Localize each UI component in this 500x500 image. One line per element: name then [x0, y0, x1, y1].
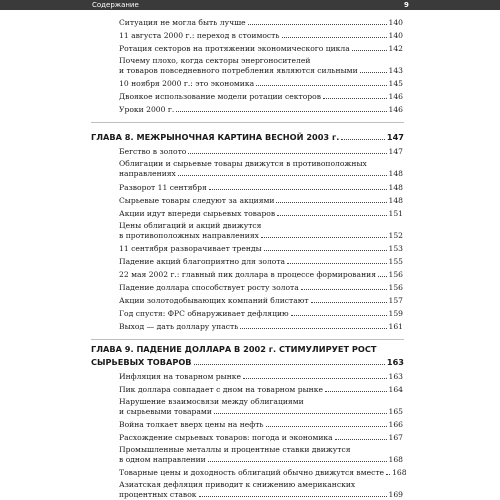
toc-entry — [119, 147, 403, 157]
toc-entry-title: в противоположных направлениях — [119, 230, 259, 240]
toc-entry-page: 148 — [388, 168, 403, 178]
chapter-page: 163 — [386, 357, 404, 367]
toc-entry-page: 153 — [388, 244, 403, 253]
toc-entry — [119, 433, 403, 443]
toc-entry — [119, 18, 403, 28]
toc-entry-title: 22 мая 2002 г.: главный пик доллара в процессе формирования — [119, 270, 376, 279]
toc-entry-title: направлениях — [119, 168, 176, 178]
toc-leader — [176, 111, 386, 112]
toc-entry-title: Сырьевые товары следуют за акциями — [119, 196, 275, 205]
toc-leader — [291, 315, 387, 316]
toc-entry — [119, 183, 403, 193]
toc-entry-title: 11 сентября разворачивает тренды — [119, 244, 262, 253]
toc-entry-page: 152 — [388, 230, 403, 240]
toc-entry-title: Ротация секторов на протяжении экономического цикла — [119, 44, 350, 53]
toc-entry-title: Разворот 11 сентября — [119, 183, 207, 192]
toc-leader — [188, 153, 386, 154]
chapter-title-first-line: ГЛАВА 9. ПАДЕНИЕ ДОЛЛАРА В 2002 г. СТИМУЛИРУЕТ РОСТ — [91, 344, 377, 354]
toc-leader — [323, 98, 387, 99]
toc-entry-title: Падение акций благоприятно для золота — [119, 257, 286, 266]
toc-entry-title: 11 августа 2000 г.: переход в стоимость — [119, 31, 280, 40]
toc-entry-first-line: Азиатская дефляция приводит к снижению американских — [119, 480, 356, 489]
toc-leader — [301, 289, 387, 290]
toc-entry — [119, 283, 403, 293]
toc-leader — [194, 364, 385, 365]
toc-entry-page: 145 — [388, 79, 403, 88]
toc-entry — [119, 196, 403, 206]
toc-entry — [119, 209, 403, 219]
toc-entry — [119, 92, 403, 102]
toc-entry-page: 165 — [388, 406, 403, 416]
toc-entry-title: Падение доллара способствует росту золота — [119, 283, 299, 292]
toc-entry-page: 167 — [388, 433, 403, 442]
toc-entry-page: 161 — [388, 322, 403, 331]
toc-entry — [119, 257, 403, 267]
toc-leader — [208, 461, 387, 462]
toc-entry-page: 140 — [388, 31, 403, 40]
toc-entry-title: Выход — дать доллару упасть — [119, 322, 239, 331]
section-divider — [91, 122, 404, 123]
toc-entry-title: Год спустя: ФРС обнаруживает дефляцию — [119, 309, 289, 318]
toc-entry-title: Расхождение сырьевых товаров: погода и экономика — [119, 433, 333, 442]
toc-entry-first-line: Промышленные металлы и процентные ставки движутся — [119, 445, 351, 454]
toc-entry-first-line: Почему плохо, когда секторы энергоносителей — [119, 56, 311, 65]
toc-entry-page: 168 — [392, 468, 407, 477]
toc-entry-title: Война толкает вверх цены на нефть — [119, 420, 264, 429]
header-page-number: 9 — [404, 1, 409, 9]
toc-entry — [119, 372, 403, 382]
toc-entry — [119, 468, 407, 478]
toc-entry-title: Товарные цены и доходность облигаций обычно движутся вместе — [119, 468, 385, 477]
toc-entry — [119, 44, 403, 54]
toc-entry — [119, 221, 403, 240]
toc-entry — [119, 309, 403, 319]
toc-leader — [264, 250, 387, 251]
toc-leader — [178, 175, 387, 176]
toc-entry — [119, 385, 403, 395]
toc-entry — [119, 159, 403, 178]
toc-leader — [256, 85, 386, 86]
toc-entry-page: 142 — [388, 44, 403, 53]
toc-entry-title: и товаров повседневного потребления являются сильными — [119, 65, 358, 75]
toc-entry-page: 159 — [388, 309, 403, 318]
toc-leader — [311, 302, 387, 303]
toc-entry-page: 168 — [388, 454, 403, 464]
toc-entry-page: 163 — [388, 372, 403, 381]
toc-entry-title: Пик доллара совпадает с дном на товарном рынке — [119, 385, 323, 394]
toc-leader — [261, 237, 387, 238]
toc-leader — [287, 263, 386, 264]
toc-entry — [119, 397, 403, 416]
toc-entry — [119, 322, 403, 332]
toc-entry-page: 155 — [388, 257, 403, 266]
toc-entry-title: Акции золотодобывающих компаний блистают — [119, 296, 309, 305]
toc-leader — [378, 276, 387, 277]
toc-entry-title: Бегство в золото — [119, 147, 187, 156]
toc-entry-title: Акции идут впереди сырьевых товаров — [119, 209, 276, 218]
toc-entry-page: 148 — [388, 196, 403, 205]
toc-leader — [341, 139, 385, 140]
toc-leader — [248, 24, 387, 25]
chapter-title: СЫРЬЕВЫХ ТОВАРОВ — [91, 357, 192, 367]
toc-entry-page: 156 — [388, 283, 403, 292]
toc-entry-title: и сырьевыми товарами — [119, 406, 212, 416]
toc-entry-title: Инфляция на товарном рынке — [119, 372, 241, 381]
toc-entry — [119, 56, 403, 75]
toc-entry-page: 164 — [388, 385, 403, 394]
toc-entry-page: 147 — [388, 147, 403, 156]
toc-entry — [119, 31, 403, 41]
toc-entry-page: 140 — [388, 18, 403, 27]
toc-leader — [360, 72, 387, 73]
toc-entry-page: 166 — [388, 420, 403, 429]
toc-entry-title: Ситуация не могла быть лучше — [119, 18, 246, 27]
toc-entry — [119, 445, 403, 464]
toc-entry-page: 157 — [388, 296, 403, 305]
toc-entry — [119, 105, 403, 115]
toc-entry — [119, 296, 403, 306]
toc-entry — [119, 79, 403, 89]
toc-leader — [214, 413, 387, 414]
chapter-title: ГЛАВА 8. МЕЖРЫНОЧНАЯ КАРТИНА ВЕСНОЙ 2003 г. — [91, 132, 340, 142]
toc-leader — [325, 391, 387, 392]
toc-entry-page: 146 — [388, 92, 403, 101]
header-section-title: Содержание — [92, 1, 139, 9]
toc-leader — [276, 202, 386, 203]
toc-entry-page: 169 — [388, 489, 403, 499]
toc-leader — [243, 378, 387, 379]
toc-entry-title: 10 ноября 2000 г.: это экономика — [119, 79, 255, 88]
toc-entry-first-line: Облигации и сырьевые товары движутся в противоположных — [119, 159, 367, 168]
toc-entry — [119, 420, 403, 430]
chapter-page: 147 — [386, 132, 404, 142]
toc-leader — [282, 37, 387, 38]
toc-entry — [119, 270, 403, 280]
toc-entry-first-line: Цены облигаций и акций движутся — [119, 221, 262, 230]
toc-leader — [266, 426, 387, 427]
toc-entry-page: 146 — [388, 105, 403, 114]
chapter-heading — [91, 343, 404, 369]
section-divider — [91, 339, 404, 340]
toc-entry-page: 151 — [388, 209, 403, 218]
toc-leader — [240, 328, 386, 329]
toc-leader — [335, 439, 387, 440]
toc-leader — [209, 189, 387, 190]
toc-entry-page: 148 — [388, 183, 403, 192]
toc-entry — [119, 244, 403, 254]
toc-entry-title: в одном направлении — [119, 454, 206, 464]
toc-entry — [119, 480, 403, 499]
toc-leader — [199, 496, 387, 497]
toc-leader — [352, 50, 387, 51]
toc-entry-page: 143 — [388, 65, 403, 75]
toc-entry-title: Уроки 2000 г. — [119, 105, 175, 114]
chapter-heading — [91, 131, 404, 144]
toc-entry-title: Двоякое использование модели ротации секторов — [119, 92, 321, 101]
toc-leader — [386, 474, 390, 475]
toc-leader — [277, 215, 386, 216]
toc-entry-page: 156 — [388, 270, 403, 279]
toc-entry-first-line: Нарушение взаимосвязи между облигациями — [119, 397, 304, 406]
toc-entry-title: процентных ставок — [119, 489, 197, 499]
